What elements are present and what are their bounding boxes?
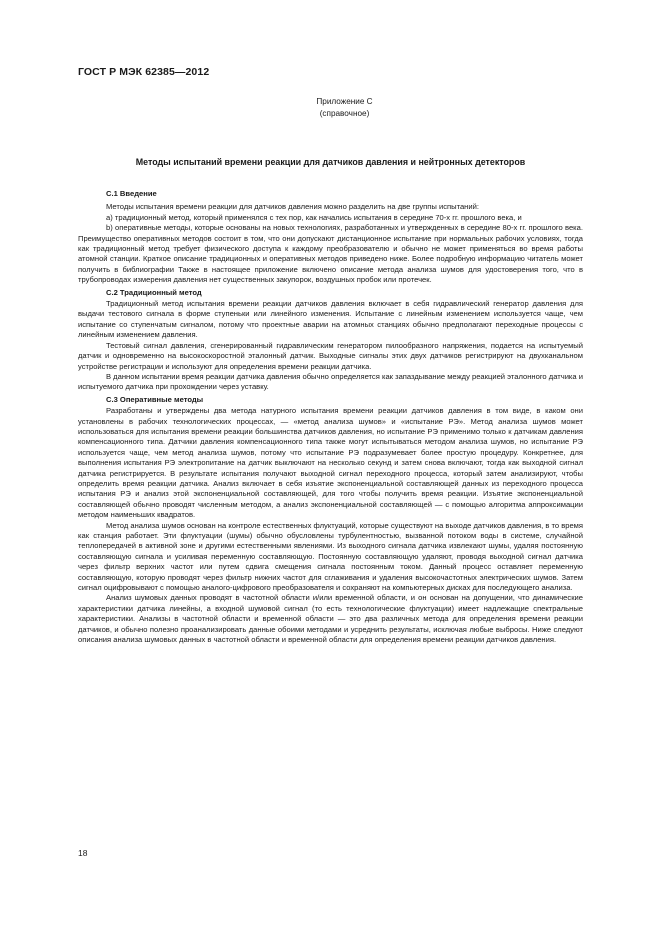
- paragraph: В данном испытании время реакции датчика давления обычно определяется как запаздывание между реакцией эталонного датчика и испытуемого датчика при прохождении через уставку.: [78, 371, 583, 392]
- paragraph: Метод анализа шумов основан на контроле естественных флуктуаций, которые существуют на выходе датчиков давления, в то время как станция работает. Эти флуктуации (шумы) обычно обусловлены турбулентностью, вызванной потоком воды в системе, случайной теплопередачей в активной зоне и другими естественными явлениями. Из выходного сигнала датчика извлекают шумы, удаляя постоянную составляющую сигнала и усиливая переменную составляющую. Постоянную составляющую удаляют, проводя выходной сигнал датчика через фильтр верхних частот или путем сдвига смещения сигнала постоянным током. Данный процесс оставляет переменную составляющую, которую проводят через фильтр нижних частот для сглаживания и удаления высокочастотных электрических шумов. Затем сигнал оцифровывают с помощью аналого-цифрового преобразователя и сохраняют на компьютерных дисках для последующего анализа.: [78, 520, 584, 593]
- paragraph: Тестовый сигнал давления, сгенерированный гидравлическим генератором пилообразного напряжения, подается на испытуемый датчик и одновременно на высокоскоростной эталонный датчик. Выходные сигналы этих двух датчиков регистрируют на двухканальном устройстве регистрации и используют для определения времени реакции датчика.: [78, 340, 583, 371]
- paragraph: а) традиционный метод, который применялся с тех пор, как начались испытания в середине 70-х гг. прошлого века, и: [106, 212, 522, 222]
- body-text: [78, 187, 583, 645]
- appendix-note: (справочное): [319, 109, 370, 118]
- paragraph: Традиционный метод испытания времени реакции датчиков давления включает в себя гидравлический генератор давления для выдачи тестового сигнала в форме ступеньки или линейного изменения. Испытание с линейным изменением используется чаще, чем испытание со ступенчатым сигналом, потому что проектные аварии на атомных станциях обычно предполагают переходные процессы с линейным изменением давления.: [78, 299, 583, 340]
- section-heading-c2: С.2 Традиционный метод: [106, 287, 202, 297]
- section-heading-c1: С.1 Введение: [106, 189, 157, 198]
- paragraph: Разработаны и утверждены два метода натурного испытания времени реакции датчиков давления в том виде, в каком они установлены в рабочих технологических процессах, — «метод анализа шумов» и «испытание РЭ». Метод анализа шумов может использоваться для испытания времени реакции большинства датчиков давления, но испытание РЭ применимо только к датчикам давления компенсационного типа. Датчики давления компенсационного типа также могут испытываться методом анализа шумов, но испытание РЭ используется чаще, чем метод анализа шумов, потому что испытание РЭ подразумевает более простую процедуру. Конкретнее, для выполнения испытания РЭ электропитание на датчик выключают на несколько секунд и затем снова включают, тогда как выходной сигнал датчика регистрируется. В результате испытания получают выходной сигнал переходного процесса, который затем анализируют, чтобы определить время реакции датчика. Анализ включает в себя изъятие экспоненциальной составляющей данных из переходного процесса испытания РЭ и анализ этой экспоненциальной составляющей, для того чтобы получить время реакции. Изъятие экспоненциальной составляющей обычно проводят численным методом, а анализ экспоненциальной составляющей — с помощью алгоритма аппроксимации методом наименьших квадратов.: [78, 406, 583, 520]
- page-number: 18: [78, 848, 88, 858]
- paragraph: Анализ шумовых данных проводят в частотной области и/или временной области, и он основан на допущении, что динамические характеристики датчика линейны, а входной шумовой сигнал (то есть технологические флуктуации) имеет надлежащие спектральные характеристики. Анализы в частотной области и временной области — это два различных метода для определения времени реакции датчиков, и обычно полезно проанализировать данные обоими методами и усреднить результаты, исключая любые выбросы. Ниже следуют описания анализа шумовых данных в частотной области и временной области для определения времени реакции датчиков давления.: [78, 593, 583, 645]
- paragraph: Методы испытания времени реакции для датчиков давления можно разделить на две группы испытаний:: [106, 202, 479, 212]
- appendix-label: Приложение С: [316, 97, 373, 106]
- page-title: Методы испытаний времени реакции для датчиков давления и нейтронных детекторов: [135, 157, 526, 167]
- section-heading-c3: С.3 Оперативные методы: [106, 394, 204, 404]
- paragraph: b) оперативные методы, которые основаны на новых технологиях, разработанных и утвержденных в середине 80-х гг. прошлого века. Преимущество оперативных методов состоит в том, что они допускают дистанционное испытание при нормальных рабочих условиях, тогда как традиционный метод требует физического доступа к каждому преобразователю и обычно не может применяться во время работы атомной станции. Краткое описание традиционных и оперативных методов приведено ниже. Более подробную информацию читатель может получить в библиографии Также в настоящее приложение включено описание метода анализа шумов для удостоверения того, что в трубопроводах измерения давления нет существенных закупорок, воздушных пробок или протечек.: [78, 223, 583, 285]
- standard-header: ГОСТ Р МЭК 62385—2012: [78, 66, 210, 78]
